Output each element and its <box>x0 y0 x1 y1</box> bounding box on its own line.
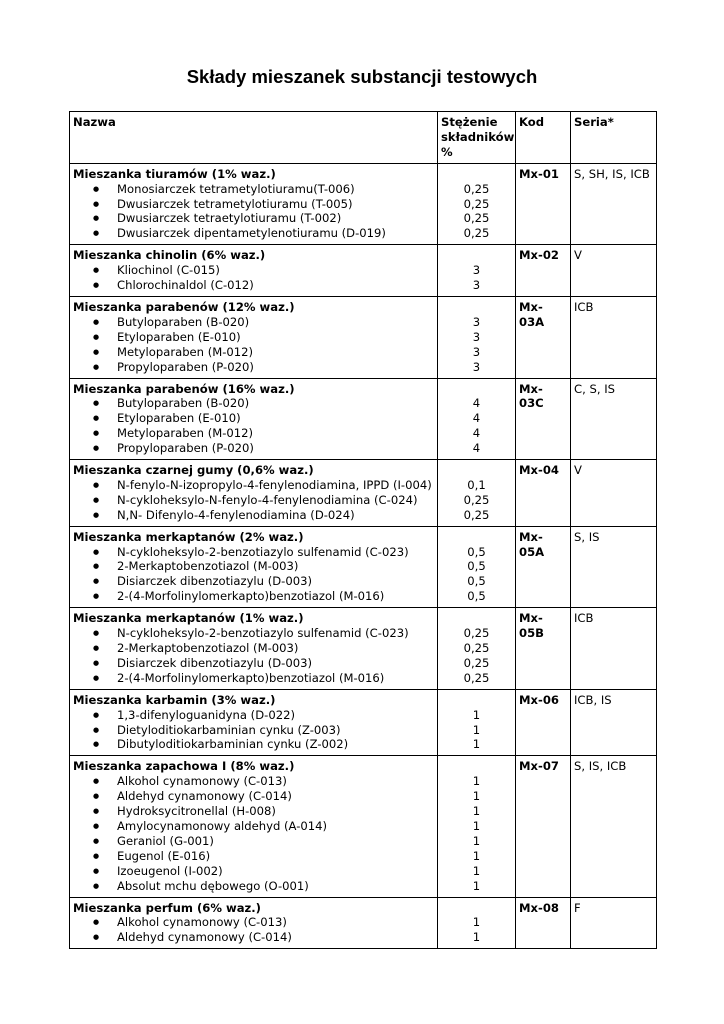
concentration-value: 1 <box>472 818 481 833</box>
bullet-icon: ● <box>93 510 100 519</box>
concentration-value: 1 <box>472 707 481 722</box>
component-name: N-cykloheksylo-2-benzotiazylo sulfenamid (C-023) <box>117 626 409 641</box>
concentration-value: 3 <box>472 314 481 329</box>
concentration-values <box>441 611 512 686</box>
bullet-icon: ● <box>93 347 100 356</box>
bullet-icon: ● <box>93 792 100 801</box>
spacer <box>441 300 512 315</box>
list-item <box>73 559 434 574</box>
concentration-value: 1 <box>472 722 481 737</box>
component-name: 2-(4-Morfolinylomerkapto)benzotiazol (M-016) <box>117 670 385 685</box>
bullet-icon: ● <box>93 710 100 719</box>
component-name: Amylocynamonowy aldehyd (A-014) <box>117 818 328 833</box>
component-list <box>73 915 434 945</box>
series-value: ICB <box>574 611 594 626</box>
header-conc-line1: Stężenie <box>441 115 498 129</box>
spacer <box>441 693 512 708</box>
concentration-value: 1 <box>472 774 481 789</box>
list-item <box>73 360 434 375</box>
list-item <box>73 478 434 493</box>
list-item <box>73 671 434 686</box>
table-row <box>70 689 657 756</box>
concentration-value: 0,25 <box>463 181 490 196</box>
concentration-value: 0,5 <box>467 589 486 604</box>
bullet-icon: ● <box>93 332 100 341</box>
component-name: Etyloparaben (E-010) <box>117 329 241 344</box>
group-title: Mieszanka merkaptanów (1% waz.) <box>73 611 304 626</box>
code-cell <box>516 378 571 460</box>
list-item <box>73 804 434 819</box>
mixture-code: Mx-01 <box>519 166 559 181</box>
bullet-icon: ● <box>93 444 100 453</box>
group-name-cell <box>70 756 438 897</box>
concentration-value: 1 <box>472 833 481 848</box>
concentration-value: 4 <box>472 426 481 441</box>
concentration-values <box>441 530 512 605</box>
mixture-code: Mx-03C <box>519 381 544 411</box>
component-list <box>73 315 434 375</box>
list-item <box>73 864 434 879</box>
concentration-value: 3 <box>472 263 481 278</box>
header-code <box>516 112 571 164</box>
component-name: Metyloparaben (M-012) <box>117 426 254 441</box>
table-row <box>70 245 657 297</box>
table-row <box>70 296 657 378</box>
list-item <box>73 915 434 930</box>
series-value: S, SH, IS, ICB <box>574 166 650 181</box>
list-item <box>73 656 434 671</box>
component-name: 2-Merkaptobenzotiazol (M-003) <box>117 559 299 574</box>
bullet-icon: ● <box>93 725 100 734</box>
list-item <box>73 879 434 894</box>
list-item <box>73 315 434 330</box>
bullet-icon: ● <box>93 644 100 652</box>
bullet-icon: ● <box>93 480 100 489</box>
list-item <box>73 263 434 278</box>
concentration-cell <box>438 378 516 460</box>
table-row <box>70 897 657 949</box>
bullet-icon: ● <box>93 199 100 208</box>
bullet-icon: ● <box>93 184 100 193</box>
series-cell <box>571 460 657 527</box>
mixture-code: Mx-03A <box>519 299 545 329</box>
mixture-code: Mx-02 <box>519 248 559 263</box>
component-name: Monosiarczek tetrametylotiuramu(T-006) <box>117 181 355 196</box>
list-item <box>73 930 434 945</box>
spacer <box>441 759 512 774</box>
list-item <box>73 819 434 834</box>
component-list <box>73 478 434 523</box>
component-list <box>73 263 434 293</box>
concentration-cell <box>438 689 516 756</box>
concentration-value: 0,5 <box>467 544 486 559</box>
list-item <box>73 211 434 226</box>
code-cell <box>516 756 571 897</box>
header-code-label: Kod <box>519 115 545 129</box>
group-name-cell <box>70 296 438 378</box>
code-cell <box>516 689 571 756</box>
table-row <box>70 608 657 690</box>
concentration-values <box>441 463 512 523</box>
group-title: Mieszanka tiuramów (1% waz.) <box>73 166 276 181</box>
bullet-icon: ● <box>93 399 100 408</box>
code-cell <box>516 526 571 608</box>
concentration-value: 1 <box>472 737 481 752</box>
table-header-row <box>70 112 657 164</box>
series-cell <box>571 163 657 245</box>
series-value: V <box>574 463 582 478</box>
list-item <box>73 774 434 789</box>
concentration-value: 0,25 <box>463 640 490 655</box>
component-name: Butyloparaben (B-020) <box>117 314 250 329</box>
concentration-cell <box>438 163 516 245</box>
bullet-icon: ● <box>93 214 100 223</box>
header-name-label: Nazwa <box>73 115 116 129</box>
concentration-values <box>441 248 512 293</box>
code-cell <box>516 245 571 297</box>
series-value: S, IS, ICB <box>574 759 627 774</box>
series-value: S, IS <box>574 529 600 544</box>
bullet-icon: ● <box>93 592 100 601</box>
table-row <box>70 163 657 245</box>
concentration-cell <box>438 245 516 297</box>
component-name: Izoeugenol (I-002) <box>117 863 223 878</box>
concentration-cell <box>438 608 516 690</box>
list-item <box>73 545 434 560</box>
bullet-icon: ● <box>93 851 100 860</box>
component-name: Metyloparaben (M-012) <box>117 344 254 359</box>
component-name: Disiarczek dibenzotiazylu (D-003) <box>117 574 312 589</box>
list-item <box>73 197 434 212</box>
bullet-icon: ● <box>93 821 100 830</box>
concentration-value: 0,25 <box>463 670 490 685</box>
component-name: Hydroksycitronellal (H-008) <box>117 804 276 819</box>
concentration-value: 1 <box>472 915 481 930</box>
component-name: Etyloparaben (E-010) <box>117 411 241 426</box>
group-name-cell <box>70 460 438 527</box>
mixtures-table <box>69 111 657 949</box>
component-list <box>73 708 434 753</box>
concentration-values <box>441 382 512 457</box>
table-row <box>70 526 657 608</box>
list-item <box>73 426 434 441</box>
concentration-value: 4 <box>472 396 481 411</box>
concentration-value: 0,25 <box>463 211 490 226</box>
header-series <box>571 112 657 164</box>
group-name-cell <box>70 526 438 608</box>
component-name: Dibutyloditiokarbaminian cynku (Z-002) <box>117 737 349 752</box>
concentration-value: 0,25 <box>463 226 490 241</box>
concentration-value: 1 <box>472 848 481 863</box>
bullet-icon: ● <box>93 933 100 942</box>
concentration-cell <box>438 296 516 378</box>
list-item <box>73 834 434 849</box>
series-cell <box>571 608 657 690</box>
mixture-code: Mx-06 <box>519 692 559 707</box>
component-list <box>73 182 434 242</box>
concentration-value: 3 <box>472 329 481 344</box>
code-cell <box>516 296 571 378</box>
bullet-icon: ● <box>93 229 100 238</box>
list-item <box>73 508 434 523</box>
list-item <box>73 493 434 508</box>
list-item <box>73 641 434 656</box>
component-name: 2-Merkaptobenzotiazol (M-003) <box>117 641 299 655</box>
component-name: Aldehyd cynamonowy (C-014) <box>117 789 292 804</box>
spacer <box>441 167 512 182</box>
group-name-cell <box>70 163 438 245</box>
header-name <box>70 112 438 164</box>
component-name: Eugenol (E-016) <box>117 848 211 863</box>
group-name-cell <box>70 608 438 690</box>
bullet-icon: ● <box>93 740 100 749</box>
concentration-cell <box>438 460 516 527</box>
concentration-value: 3 <box>472 344 481 359</box>
mixture-code: Mx-05A <box>519 529 545 559</box>
concentration-value: 1 <box>472 878 481 893</box>
table-row <box>70 378 657 460</box>
concentration-value: 0,25 <box>463 196 490 211</box>
bullet-icon: ● <box>93 414 100 423</box>
concentration-values <box>441 300 512 375</box>
concentration-value: 4 <box>472 441 481 456</box>
table-row <box>70 460 657 527</box>
bullet-icon: ● <box>93 807 100 816</box>
series-value: F <box>574 900 581 915</box>
code-cell <box>516 608 571 690</box>
list-item <box>73 723 434 738</box>
code-cell <box>516 163 571 245</box>
component-name: Aldehyd cynamonowy (C-014) <box>117 930 292 945</box>
component-name: Dietyloditiokarbaminian cynku (Z-003) <box>117 722 341 737</box>
bullet-icon: ● <box>93 866 100 875</box>
component-name: Kliochinol (C-015) <box>117 263 220 278</box>
group-name-cell <box>70 378 438 460</box>
bullet-icon: ● <box>93 317 100 326</box>
code-cell <box>516 460 571 527</box>
bullet-icon: ● <box>93 362 100 371</box>
list-item <box>73 226 434 241</box>
component-name: N-fenylo-N-izopropylo-4-fenylenodiamina, IPPD (I-004) <box>117 477 432 492</box>
list-item <box>73 849 434 864</box>
list-item <box>73 330 434 345</box>
component-name: Propyloparaben (P-020) <box>117 359 254 374</box>
concentration-value: 1 <box>472 863 481 878</box>
component-name: Absolut mchu dębowego (O-001) <box>117 878 309 893</box>
component-name: Dwusiarczek tetraetylotiuramu (T-002) <box>117 211 342 226</box>
group-name-cell <box>70 245 438 297</box>
header-concentration <box>438 112 516 164</box>
component-name: Alkohol cynamonowy (C-013) <box>117 774 287 789</box>
concentration-value: 0,25 <box>463 626 490 641</box>
concentration-values <box>441 167 512 242</box>
series-cell <box>571 526 657 608</box>
component-name: Disiarczek dibenzotiazylu (D-003) <box>117 655 312 670</box>
group-name-cell <box>70 897 438 949</box>
concentration-value: 1 <box>472 930 481 945</box>
bullet-icon: ● <box>93 673 100 682</box>
bullet-icon: ● <box>93 547 100 556</box>
spacer <box>441 611 512 626</box>
list-item <box>73 278 434 293</box>
mixture-code: Mx-04 <box>519 463 559 478</box>
concentration-cell <box>438 897 516 949</box>
bullet-icon: ● <box>93 266 100 275</box>
table-row <box>70 756 657 897</box>
bullet-icon: ● <box>93 881 100 890</box>
concentration-value: 1 <box>472 804 481 819</box>
component-list <box>73 774 434 893</box>
concentration-value: 0,1 <box>467 477 486 492</box>
header-conc-line3: % <box>441 144 453 159</box>
bullet-icon: ● <box>93 495 100 504</box>
series-cell <box>571 897 657 949</box>
component-list <box>73 545 434 605</box>
series-cell <box>571 689 657 756</box>
group-title: Mieszanka perfum (6% waz.) <box>73 900 261 915</box>
list-item <box>73 574 434 589</box>
series-cell <box>571 245 657 297</box>
component-list <box>73 626 434 686</box>
spacer <box>441 530 512 545</box>
concentration-cell <box>438 756 516 897</box>
concentration-value: 4 <box>472 411 481 426</box>
concentration-value: 0,25 <box>463 655 490 670</box>
code-cell <box>516 897 571 949</box>
list-item <box>73 411 434 426</box>
component-name: 1,3-difenyloguanidyna (D-022) <box>117 707 295 722</box>
component-name: 2-(4-Morfolinylomerkapto)benzotiazol (M-016) <box>117 589 385 604</box>
concentration-values <box>441 693 512 753</box>
bullet-icon: ● <box>93 629 100 638</box>
page-title: Składy mieszanek substancji testowych <box>186 66 538 87</box>
group-title: Mieszanka merkaptanów (2% waz.) <box>73 529 304 544</box>
concentration-values <box>441 901 512 946</box>
bullet-icon: ● <box>93 918 100 927</box>
concentration-value: 3 <box>472 278 481 293</box>
series-value: C, S, IS <box>574 381 615 396</box>
list-item <box>73 789 434 804</box>
component-name: Propyloparaben (P-020) <box>117 441 254 456</box>
concentration-cell <box>438 526 516 608</box>
component-name: Alkohol cynamonowy (C-013) <box>117 915 287 930</box>
group-title: Mieszanka czarnej gumy (0,6% waz.) <box>73 463 314 478</box>
component-name: Dwusiarczek tetrametylotiuramu (T-005) <box>117 196 353 211</box>
mixture-code: Mx-05B <box>519 611 544 641</box>
series-value: V <box>574 248 582 263</box>
group-title: Mieszanka parabenów (16% waz.) <box>73 381 295 396</box>
bullet-icon: ● <box>93 777 100 786</box>
component-name: N-cykloheksylo-2-benzotiazylo sulfenamid (C-023) <box>117 544 409 559</box>
spacer <box>441 382 512 397</box>
group-name-cell <box>70 689 438 756</box>
series-value: ICB <box>574 299 594 314</box>
list-item <box>73 396 434 411</box>
list-item <box>73 182 434 197</box>
component-name: Geraniol (G-001) <box>117 833 214 848</box>
concentration-value: 0,5 <box>467 559 486 574</box>
concentration-value: 3 <box>472 359 481 374</box>
list-item <box>73 708 434 723</box>
component-name: N-cykloheksylo-N-fenylo-4-fenylenodiamina (C-024) <box>117 492 418 507</box>
header-conc-line2: składników <box>441 129 515 144</box>
concentration-value: 1 <box>472 789 481 804</box>
bullet-icon: ● <box>93 562 100 571</box>
bullet-icon: ● <box>93 577 100 586</box>
concentration-value: 0,25 <box>463 492 490 507</box>
series-value: ICB, IS <box>574 692 612 707</box>
component-list <box>73 396 434 456</box>
concentration-value: 0,5 <box>467 574 486 589</box>
list-item <box>73 589 434 604</box>
list-item <box>73 345 434 360</box>
list-item <box>73 626 434 641</box>
bullet-icon: ● <box>93 429 100 438</box>
spacer <box>441 248 512 263</box>
component-name: Chlorochinaldol (C-012) <box>117 278 254 293</box>
group-title: Mieszanka parabenów (12% waz.) <box>73 299 295 314</box>
list-item <box>73 441 434 456</box>
mixture-code: Mx-07 <box>519 759 559 774</box>
concentration-value: 0,25 <box>463 507 490 522</box>
mixture-code: Mx-08 <box>519 900 559 915</box>
series-cell <box>571 296 657 378</box>
component-name: Butyloparaben (B-020) <box>117 396 250 411</box>
component-name: Dwusiarczek dipentametylenotiuramu (D-019) <box>117 226 386 241</box>
group-title: Mieszanka chinolin (6% waz.) <box>73 248 266 263</box>
group-title: Mieszanka karbamin (3% waz.) <box>73 692 276 707</box>
bullet-icon: ● <box>93 281 100 290</box>
component-name: N,N- Difenylo-4-fenylenodiamina (D-024) <box>117 507 355 522</box>
header-series-label: Seria* <box>574 115 614 129</box>
bullet-icon: ● <box>93 658 100 667</box>
series-cell <box>571 378 657 460</box>
list-item <box>73 737 434 752</box>
spacer <box>441 463 512 478</box>
group-title: Mieszanka zapachowa I (8% waz.) <box>73 759 295 774</box>
concentration-values <box>441 759 512 893</box>
series-cell <box>571 756 657 897</box>
bullet-icon: ● <box>93 836 100 845</box>
spacer <box>441 901 512 916</box>
